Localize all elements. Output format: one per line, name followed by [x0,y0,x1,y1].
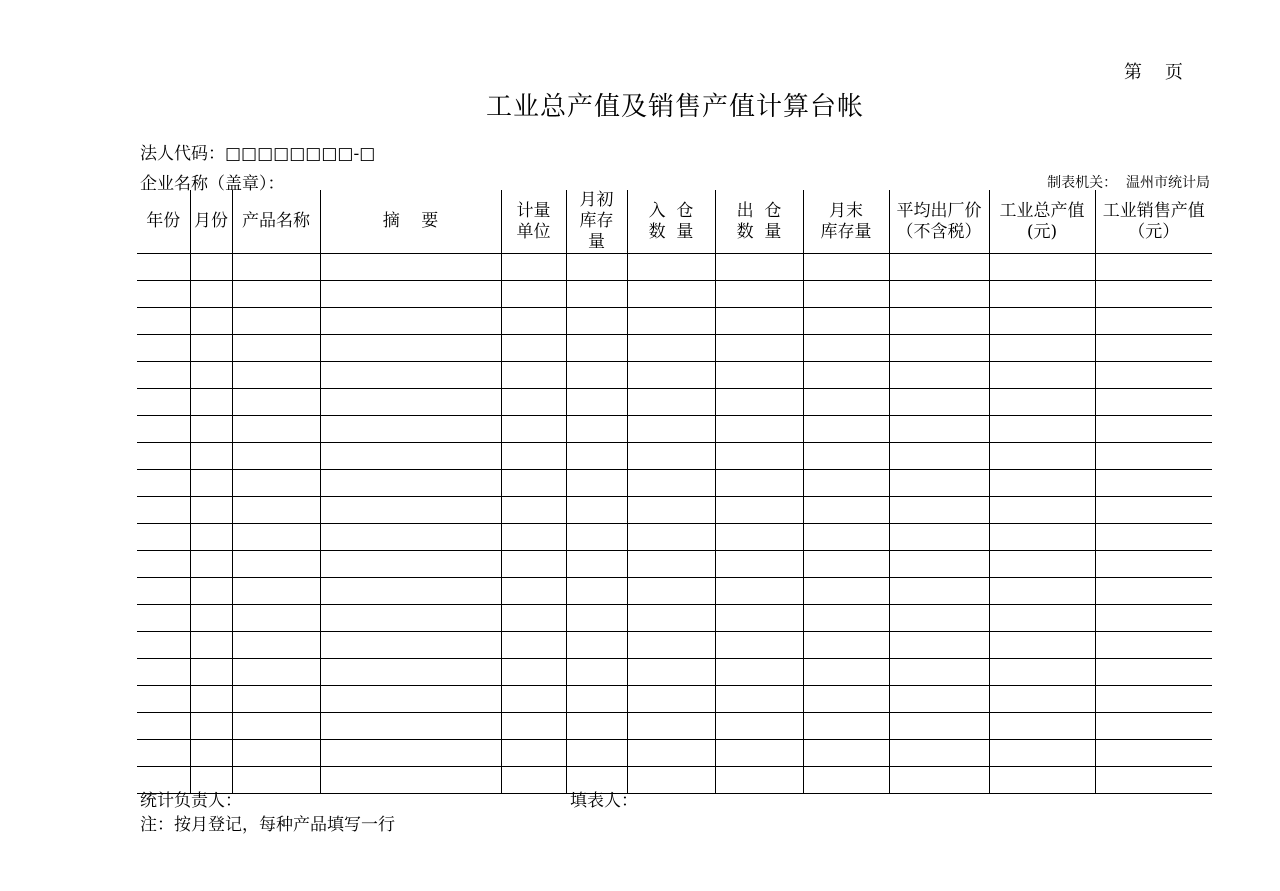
cell-sales_output[interactable] [1095,443,1212,470]
cell-product[interactable] [232,389,320,416]
cell-month[interactable] [190,605,232,632]
cell-out_qty[interactable] [715,281,803,308]
cell-gross_output[interactable] [989,551,1095,578]
table-row [137,443,1212,470]
cell-sales_output[interactable] [1095,686,1212,713]
cell-unit[interactable] [501,659,566,686]
cell-unit[interactable] [501,281,566,308]
cell-out_qty[interactable] [715,605,803,632]
cell-avg_price[interactable] [889,551,989,578]
cell-out_qty[interactable] [715,740,803,767]
cell-out_qty[interactable] [715,443,803,470]
table-row [137,416,1212,443]
cell-product[interactable] [232,740,320,767]
table-row [137,524,1212,551]
cell-avg_price[interactable] [889,443,989,470]
cell-year[interactable] [137,254,190,281]
cell-out_qty[interactable] [715,416,803,443]
table-row [137,713,1212,740]
cell-gross_output[interactable] [989,308,1095,335]
cell-opening_stock[interactable] [566,605,627,632]
cell-unit[interactable] [501,713,566,740]
cell-gross_output[interactable] [989,632,1095,659]
cell-month[interactable] [190,281,232,308]
cell-out_qty[interactable] [715,767,803,794]
cell-unit[interactable] [501,470,566,497]
issuing-authority: 制表机关： 温州市统计局 [1047,175,1210,191]
cell-month[interactable] [190,443,232,470]
cell-sales_output[interactable] [1095,659,1212,686]
cell-month[interactable] [190,470,232,497]
cell-gross_output[interactable] [989,659,1095,686]
cell-opening_stock[interactable] [566,335,627,362]
cell-month[interactable] [190,254,232,281]
cell-in_qty[interactable] [627,767,715,794]
cell-closing_stock[interactable] [803,443,889,470]
cell-out_qty[interactable] [715,254,803,281]
cell-in_qty[interactable] [627,335,715,362]
cell-summary[interactable] [320,335,501,362]
cell-avg_price[interactable] [889,740,989,767]
table-row [137,632,1212,659]
cell-product[interactable] [232,632,320,659]
cell-summary[interactable] [320,416,501,443]
cell-sales_output[interactable] [1095,335,1212,362]
cell-sales_output[interactable] [1095,524,1212,551]
cell-avg_price[interactable] [889,497,989,524]
cell-closing_stock[interactable] [803,659,889,686]
col-in-qty-header: 入 仓 数 量 [627,190,715,254]
cell-out_qty[interactable] [715,578,803,605]
table-row [137,254,1212,281]
cell-opening_stock[interactable] [566,713,627,740]
table-row [137,470,1212,497]
cell-out_qty[interactable] [715,713,803,740]
cell-product[interactable] [232,767,320,794]
cell-summary[interactable] [320,686,501,713]
cell-year[interactable] [137,416,190,443]
cell-closing_stock[interactable] [803,362,889,389]
filler-label: 填表人： [570,791,638,811]
cell-month[interactable] [190,686,232,713]
cell-summary[interactable] [320,551,501,578]
cell-closing_stock[interactable] [803,551,889,578]
cell-year[interactable] [137,470,190,497]
cell-summary[interactable] [320,767,501,794]
cell-out_qty[interactable] [715,551,803,578]
cell-unit[interactable] [501,335,566,362]
table-row [137,659,1212,686]
cell-product[interactable] [232,362,320,389]
cell-summary[interactable] [320,632,501,659]
ledger-body [137,254,1212,794]
col-out-qty-header: 出 仓 数 量 [715,190,803,254]
cell-unit[interactable] [501,416,566,443]
cell-gross_output[interactable] [989,470,1095,497]
cell-summary[interactable] [320,524,501,551]
cell-unit[interactable] [501,740,566,767]
table-row [137,362,1212,389]
cell-in_qty[interactable] [627,389,715,416]
cell-sales_output[interactable] [1095,416,1212,443]
cell-summary[interactable] [320,740,501,767]
cell-year[interactable] [137,551,190,578]
col-avg-price-header: 平均出厂价 （不含税） [889,190,989,254]
legal-code-boxes: □□□□□□□□-□ [225,144,376,164]
col-year-header: 年份 [137,190,190,254]
page-title: 工业总产值及销售产值计算台帐 [485,92,864,122]
cell-gross_output[interactable] [989,740,1095,767]
cell-month[interactable] [190,578,232,605]
cell-month[interactable] [190,659,232,686]
cell-year[interactable] [137,497,190,524]
cell-in_qty[interactable] [627,362,715,389]
cell-product[interactable] [232,335,320,362]
cell-month[interactable] [190,497,232,524]
table-row [137,605,1212,632]
cell-in_qty[interactable] [627,659,715,686]
table-row [137,389,1212,416]
cell-avg_price[interactable] [889,713,989,740]
company-name-label: 企业名称（盖章）： [140,174,285,194]
cell-in_qty[interactable] [627,632,715,659]
cell-year[interactable] [137,443,190,470]
cell-product[interactable] [232,443,320,470]
cell-gross_output[interactable] [989,389,1095,416]
cell-unit[interactable] [501,389,566,416]
cell-avg_price[interactable] [889,281,989,308]
cell-closing_stock[interactable] [803,389,889,416]
col-opening-stock-header: 月初 库存 量 [566,190,627,254]
cell-closing_stock[interactable] [803,713,889,740]
legal-code-label: 法人代码： [140,144,225,164]
cell-in_qty[interactable] [627,497,715,524]
cell-closing_stock[interactable] [803,335,889,362]
cell-out_qty[interactable] [715,497,803,524]
cell-out_qty[interactable] [715,389,803,416]
cell-closing_stock[interactable] [803,497,889,524]
cell-year[interactable] [137,281,190,308]
cell-unit[interactable] [501,767,566,794]
cell-opening_stock[interactable] [566,578,627,605]
cell-sales_output[interactable] [1095,254,1212,281]
cell-opening_stock[interactable] [566,524,627,551]
cell-closing_stock[interactable] [803,767,889,794]
cell-closing_stock[interactable] [803,740,889,767]
table-row [137,767,1212,794]
cell-gross_output[interactable] [989,281,1095,308]
cell-sales_output[interactable] [1095,551,1212,578]
table-row [137,551,1212,578]
cell-product[interactable] [232,254,320,281]
cell-avg_price[interactable] [889,254,989,281]
cell-avg_price[interactable] [889,389,989,416]
table-row [137,281,1212,308]
cell-product[interactable] [232,605,320,632]
cell-gross_output[interactable] [989,767,1095,794]
cell-out_qty[interactable] [715,524,803,551]
cell-avg_price[interactable] [889,416,989,443]
cell-summary[interactable] [320,578,501,605]
cell-opening_stock[interactable] [566,470,627,497]
cell-month[interactable] [190,740,232,767]
ledger-table [137,190,1212,794]
cell-opening_stock[interactable] [566,389,627,416]
cell-closing_stock[interactable] [803,686,889,713]
cell-summary[interactable] [320,281,501,308]
cell-avg_price[interactable] [889,308,989,335]
cell-summary[interactable] [320,470,501,497]
cell-month[interactable] [190,632,232,659]
cell-opening_stock[interactable] [566,362,627,389]
cell-summary[interactable] [320,254,501,281]
cell-year[interactable] [137,605,190,632]
cell-avg_price[interactable] [889,470,989,497]
cell-year[interactable] [137,308,190,335]
col-summary-header: 摘 要 [320,190,501,254]
cell-summary[interactable] [320,659,501,686]
cell-opening_stock[interactable] [566,659,627,686]
cell-sales_output[interactable] [1095,308,1212,335]
cell-opening_stock[interactable] [566,497,627,524]
cell-unit[interactable] [501,254,566,281]
col-sales-output-header: 工业销售产值 （元） [1095,190,1212,254]
cell-product[interactable] [232,659,320,686]
cell-sales_output[interactable] [1095,362,1212,389]
cell-avg_price[interactable] [889,524,989,551]
cell-opening_stock[interactable] [566,740,627,767]
cell-avg_price[interactable] [889,632,989,659]
cell-gross_output[interactable] [989,713,1095,740]
cell-unit[interactable] [501,443,566,470]
cell-month[interactable] [190,551,232,578]
cell-avg_price[interactable] [889,767,989,794]
cell-closing_stock[interactable] [803,470,889,497]
cell-gross_output[interactable] [989,362,1095,389]
cell-summary[interactable] [320,308,501,335]
cell-year[interactable] [137,335,190,362]
cell-closing_stock[interactable] [803,308,889,335]
cell-out_qty[interactable] [715,362,803,389]
cell-year[interactable] [137,524,190,551]
cell-sales_output[interactable] [1095,740,1212,767]
cell-year[interactable] [137,632,190,659]
cell-year[interactable] [137,659,190,686]
cell-product[interactable] [232,551,320,578]
cell-closing_stock[interactable] [803,632,889,659]
cell-avg_price[interactable] [889,686,989,713]
header-row [137,190,1212,254]
col-closing-stock-header: 月末 库存量 [803,190,889,254]
cell-avg_price[interactable] [889,605,989,632]
cell-closing_stock[interactable] [803,281,889,308]
cell-in_qty[interactable] [627,524,715,551]
cell-closing_stock[interactable] [803,524,889,551]
cell-opening_stock[interactable] [566,416,627,443]
cell-gross_output[interactable] [989,254,1095,281]
cell-gross_output[interactable] [989,605,1095,632]
cell-opening_stock[interactable] [566,254,627,281]
col-unit-header: 计量 单位 [501,190,566,254]
cell-year[interactable] [137,362,190,389]
col-month-header: 月份 [190,190,232,254]
cell-out_qty[interactable] [715,470,803,497]
cell-in_qty[interactable] [627,578,715,605]
cell-sales_output[interactable] [1095,767,1212,794]
cell-sales_output[interactable] [1095,470,1212,497]
cell-in_qty[interactable] [627,308,715,335]
cell-gross_output[interactable] [989,335,1095,362]
cell-year[interactable] [137,713,190,740]
cell-unit[interactable] [501,497,566,524]
cell-year[interactable] [137,740,190,767]
cell-opening_stock[interactable] [566,686,627,713]
table-row [137,686,1212,713]
cell-summary[interactable] [320,713,501,740]
cell-avg_price[interactable] [889,362,989,389]
cell-avg_price[interactable] [889,659,989,686]
cell-unit[interactable] [501,605,566,632]
cell-closing_stock[interactable] [803,254,889,281]
cell-product[interactable] [232,524,320,551]
cell-out_qty[interactable] [715,335,803,362]
cell-unit[interactable] [501,632,566,659]
cell-sales_output[interactable] [1095,281,1212,308]
cell-product[interactable] [232,470,320,497]
cell-in_qty[interactable] [627,686,715,713]
cell-summary[interactable] [320,362,501,389]
cell-closing_stock[interactable] [803,605,889,632]
cell-closing_stock[interactable] [803,416,889,443]
cell-sales_output[interactable] [1095,713,1212,740]
cell-product[interactable] [232,686,320,713]
table-row [137,740,1212,767]
cell-sales_output[interactable] [1095,389,1212,416]
table-row [137,497,1212,524]
cell-in_qty[interactable] [627,605,715,632]
cell-gross_output[interactable] [989,578,1095,605]
cell-in_qty[interactable] [627,443,715,470]
cell-out_qty[interactable] [715,686,803,713]
cell-year[interactable] [137,686,190,713]
cell-product[interactable] [232,578,320,605]
cell-unit[interactable] [501,362,566,389]
cell-product[interactable] [232,416,320,443]
cell-year[interactable] [137,389,190,416]
cell-gross_output[interactable] [989,497,1095,524]
footer-note: 注：按月登记，每种产品填写一行 [140,815,395,835]
cell-sales_output[interactable] [1095,578,1212,605]
page-number-label: 第 页 [1124,62,1183,83]
cell-opening_stock[interactable] [566,281,627,308]
cell-month[interactable] [190,362,232,389]
cell-unit[interactable] [501,686,566,713]
cell-unit[interactable] [501,578,566,605]
cell-out_qty[interactable] [715,659,803,686]
cell-gross_output[interactable] [989,416,1095,443]
cell-gross_output[interactable] [989,443,1095,470]
cell-summary[interactable] [320,389,501,416]
cell-in_qty[interactable] [627,551,715,578]
cell-avg_price[interactable] [889,578,989,605]
cell-month[interactable] [190,713,232,740]
cell-avg_price[interactable] [889,335,989,362]
cell-summary[interactable] [320,605,501,632]
cell-in_qty[interactable] [627,254,715,281]
cell-month[interactable] [190,308,232,335]
cell-summary[interactable] [320,497,501,524]
cell-sales_output[interactable] [1095,497,1212,524]
cell-opening_stock[interactable] [566,632,627,659]
stats-manager-label: 统计负责人： [140,791,242,811]
cell-opening_stock[interactable] [566,443,627,470]
cell-in_qty[interactable] [627,281,715,308]
legal-code-line [140,139,375,164]
cell-product[interactable] [232,497,320,524]
table-row [137,335,1212,362]
table-row [137,308,1212,335]
cell-summary[interactable] [320,443,501,470]
cell-product[interactable] [232,308,320,335]
cell-year[interactable] [137,578,190,605]
col-gross-output-header: 工业总产值 (元) [989,190,1095,254]
cell-in_qty[interactable] [627,740,715,767]
cell-out_qty[interactable] [715,308,803,335]
cell-month[interactable] [190,389,232,416]
cell-in_qty[interactable] [627,416,715,443]
cell-opening_stock[interactable] [566,551,627,578]
cell-gross_output[interactable] [989,686,1095,713]
cell-sales_output[interactable] [1095,605,1212,632]
cell-product[interactable] [232,281,320,308]
cell-out_qty[interactable] [715,632,803,659]
col-product-header: 产品名称 [232,190,320,254]
cell-in_qty[interactable] [627,713,715,740]
cell-opening_stock[interactable] [566,308,627,335]
cell-in_qty[interactable] [627,470,715,497]
cell-unit[interactable] [501,551,566,578]
cell-gross_output[interactable] [989,524,1095,551]
table-row [137,578,1212,605]
cell-closing_stock[interactable] [803,578,889,605]
cell-sales_output[interactable] [1095,632,1212,659]
cell-product[interactable] [232,713,320,740]
cell-unit[interactable] [501,524,566,551]
cell-unit[interactable] [501,308,566,335]
cell-month[interactable] [190,416,232,443]
cell-month[interactable] [190,335,232,362]
cell-month[interactable] [190,524,232,551]
